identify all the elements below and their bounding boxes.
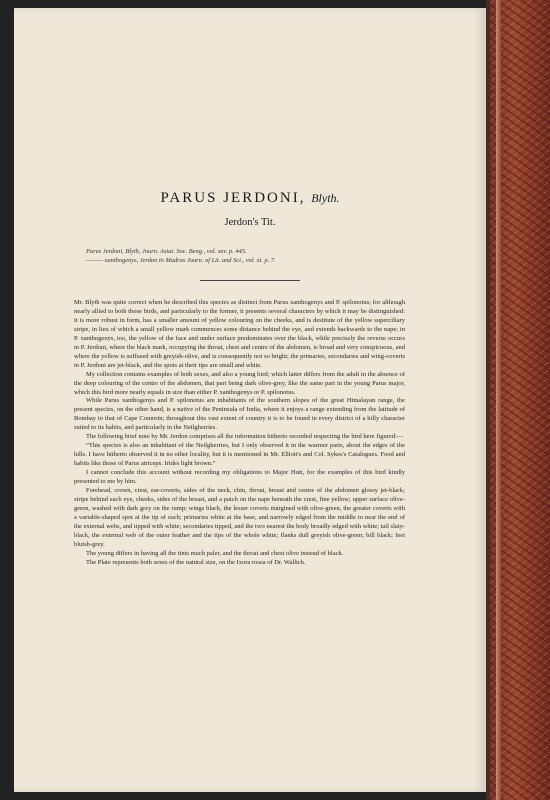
paragraph: While Parus xanthogenys and P. spilonotus are inhabitants of the southern slopes of the great Himalayan range, the present species, on the other hand, is a native of the Peninsula of India, where it enjoys a range extending from the latitude of Bombay to that of Cape Comorin; throughout this vast extent of country it is to be found in every district of a hilly character suited to its habits, and particularly in the Neilgherries. bbox=[74, 397, 405, 432]
species-title bbox=[14, 190, 486, 207]
paragraph: Mr. Blyth was quite correct when he described this species as distinct from Parus xanthogenys and P. spilonotus; for although nearly allied to both those birds, and particularly to the former, it presents several characters by which it may be distinguished: it is more robust in form, has a smaller amount of yellow colouring on the cheeks, and is destitute of the yellow superciliary stripe, in lieu of which a small yellow mark commences some distance behind the eye, and extends backwards to the nape; in P. xanthogenys, too, the yellow of the face and under surface predominates over the black, while precisely the reverse occurs in P. Jerdoni, where the black mark, occupying the throat, chest and centre of the abdomen, is broad and very conspicuous, and where the yellow is suffused with greyish-olive, and is consequently not so bright; the primaries, secondaries and wing-coverts in P. Jerdoni are jet-black, and the spots at their tips are small and white. bbox=[74, 299, 405, 369]
paragraph: The following brief note by Mr. Jerdon comprises all the information hitherto recorded respecting the bird here figured:— bbox=[86, 433, 404, 441]
divider-rule bbox=[200, 280, 300, 281]
paragraph: Forehead, crown, crest, ear-coverts, sides of the neck, chin, throat, breast and centre of the abdomen glossy jet-black; stripe behind each eye, cheeks, sides of the breast, and a patch on the nape beneath the crest, fine yellow; upper surface olive-green, washed with dark grey on the rump; wings black, the lesser coverts margined with olive-green, the greater coverts with a variable-shaped spot at the tip of each; primaries white at the base, and narrowly edged from the middle to near the end of the external webs, and tipped with white; secondaries tipped, and the two nearest the body broadly edged with white; tail slaty-black, the external web of the outer feather and the tips of the whole white; flanks dull greyish olive-green; bill black; feet bluish-grey. bbox=[74, 487, 405, 548]
book-spine-strip bbox=[496, 0, 501, 800]
synonym-line: ——— xanthogenys, Jerdon in Madras Journ. of Lit. and Sci., vol. xi. p. 7. bbox=[86, 257, 276, 264]
body-text bbox=[74, 299, 405, 568]
paragraph: I cannot conclude this account without recording my obligations to Major Hutt, for the examples of this bird kindly presented to me by him. bbox=[74, 469, 405, 486]
common-name: Jerdon's Tit. bbox=[224, 217, 276, 228]
paragraph: My collection contains examples of both sexes, and also a young bird; which latter differs from the adult in the absence of the deep colouring of the centre of the abdomen, that part being dark olive-grey, like the same part in the young Parus major, which this bird more nearly equals in size than either P. xanthogenys or P. spilonotus. bbox=[74, 370, 405, 396]
synonym-line: Parus Jerdoni, Blyth, Journ. Asiat. Soc. Beng., vol. xxv. p. 445. bbox=[86, 248, 247, 255]
species-authority: Blyth. bbox=[311, 191, 340, 205]
paragraph: The young differs in having all the tints much paler, and the throat and chest olive instead of black. bbox=[86, 549, 344, 557]
paragraph: The Plate represents both sexes of the natural size, on the Ixora rosea of Dr. Wallich. bbox=[86, 558, 306, 566]
book-page bbox=[14, 8, 486, 792]
paragraph: “This species is also an inhabitant of the Neilgherries, but I only observed it in the warmer parts, about the edges of the hills. I have hitherto observed it in no other locality, but it is mentioned in Mr. Elliott's and Col. Sykes's Catalogues. Food and habits like those of Parus atriceps. Irides light brown.” bbox=[74, 442, 405, 468]
species-name: PARUS JERDONI, bbox=[160, 190, 306, 206]
